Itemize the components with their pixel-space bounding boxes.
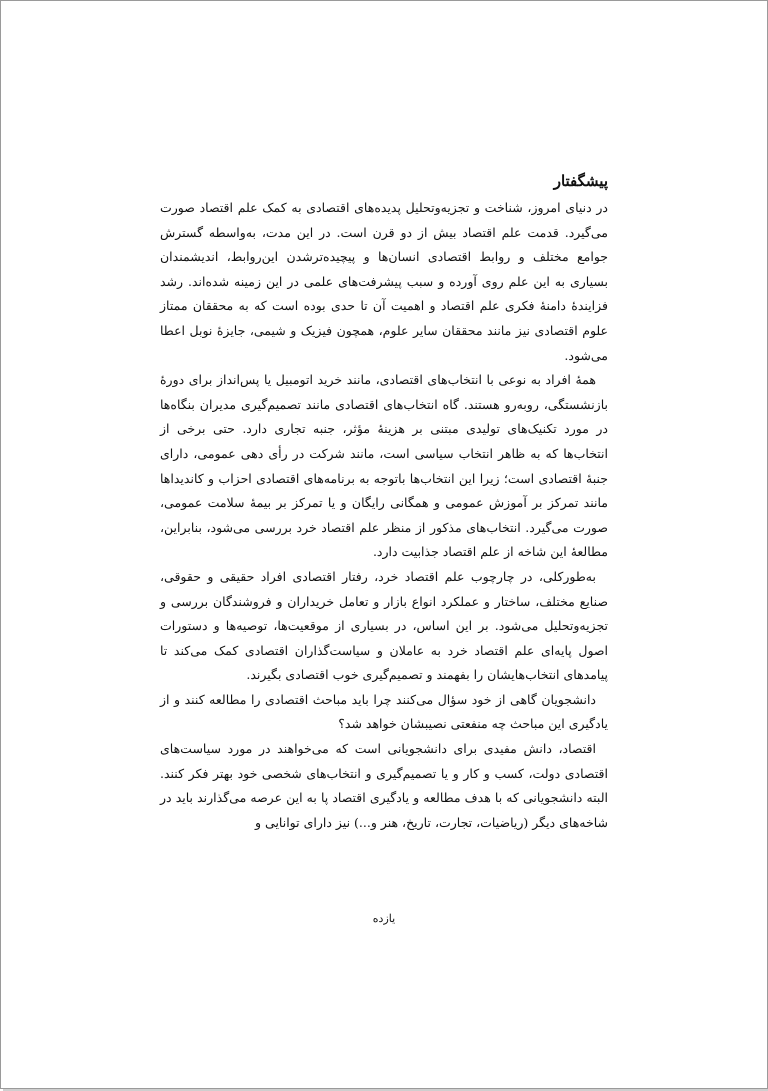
paragraph: در دنیای امروز، شناخت و تجزیه‌وتحلیل پدیده‌های اقتصادی به کمک علم اقتصاد صورت می‌گیرد. قدمت علم اقتصاد بیش از دو قرن است. در این مدت، به‌واسطه گسترش جوامع مختلف و روابط اقتصادی انسان‌ها و پیچیده‌ترشدن این‌روابط، اندیشمندان بسیاری به این علم روی آورده و سبب پیشرفت‌های علمی در این زمینه شده‌اند. رشد فزایندهٔ دامنهٔ فکری علم اقتصاد و اهمیت آن تا حدی بوده است که به محققان ممتاز علوم اقتصادی نیز مانند محققان سایر علوم، همچون فیزیک و شیمی، جایزهٔ نوبل اعطا می‌شود. [160, 200, 609, 363]
paragraph: همهٔ افراد به نوعی با انتخاب‌های اقتصادی، مانند خرید اتومبیل یا پس‌انداز برای دورهٔ بازنشستگی، روبه‌رو هستند. گاه انتخاب‌های اقتصادی مانند تصمیم‌گیری مدیران بنگاه‌ها در مورد تکنیک‌های تولیدی مبتنی بر هزینهٔ مؤثر، جنبه تجاری دارد. حتی برخی از انتخاب‌ها که به ظاهر انتخاب سیاسی است، مانند شرکت در رأی دهی عمومی، دارای جنبهٔ اقتصادی است؛ زیرا این انتخاب‌ها باتوجه به برنامه‌های اقتصادی احزاب و کاندیداها مانند تمرکز بر آموزش عمومی و همگانی رایگان و یا تمرکز بر بیمهٔ سلامت عمومی، صورت می‌گیرد. انتخاب‌های مذکور از منظر علم اقتصاد خرد بررسی می‌شود، بنابراین، مطالعهٔ این شاخه از علم اقتصاد جذابیت دارد. [160, 372, 608, 560]
paragraph: به‌طورکلی، در چارچوب علم اقتصاد خرد، رفتار اقتصادی افراد حقیقی و حقوقی، صنایع مختلف، ساختار و عملکرد انواع بازار و تعامل خریداران و فروشندگان بررسی و تجزیه‌وتحلیل می‌شود. بر این اساس، در بسیاری از موقعیت‌ها، توصیه‌ها و دستورات اصول پایه‌ای علم اقتصاد خرد به عاملان و سیاست‌گذاران اقتصادی کمک می‌کند تا پیامدهای انتخاب‌هایشان را بفهمند و تصمیم‌گیری خوب اقتصادی بگیرند. [160, 568, 608, 683]
paragraph: دانشجویان گاهی از خود سؤال می‌کنند چرا باید مباحث اقتصادی را مطالعه کنند و از یادگیری این مباحث چه منفعتی نصیبشان خواهد شد؟ [160, 691, 608, 732]
paragraph: اقتصاد، دانش مفیدی برای دانشجویانی است که می‌خواهند در مورد سیاست‌های اقتصادی دولت، کسب و کار و یا تصمیم‌گیری و انتخاب‌های شخصی خود بهتر فکر کنند. البته دانشجویانی که با هدف مطالعه و یادگیری اقتصاد پا به این عرصه می‌گذارند باید در شاخه‌های دیگر (ریاضیات، تجارت، تاریخ، هنر و...) نیز دارای توانایی و [160, 741, 608, 830]
page-number: یازده [372, 912, 396, 925]
preface-heading: پیشگفتار [553, 172, 608, 190]
preface-text-block [160, 170, 608, 835]
